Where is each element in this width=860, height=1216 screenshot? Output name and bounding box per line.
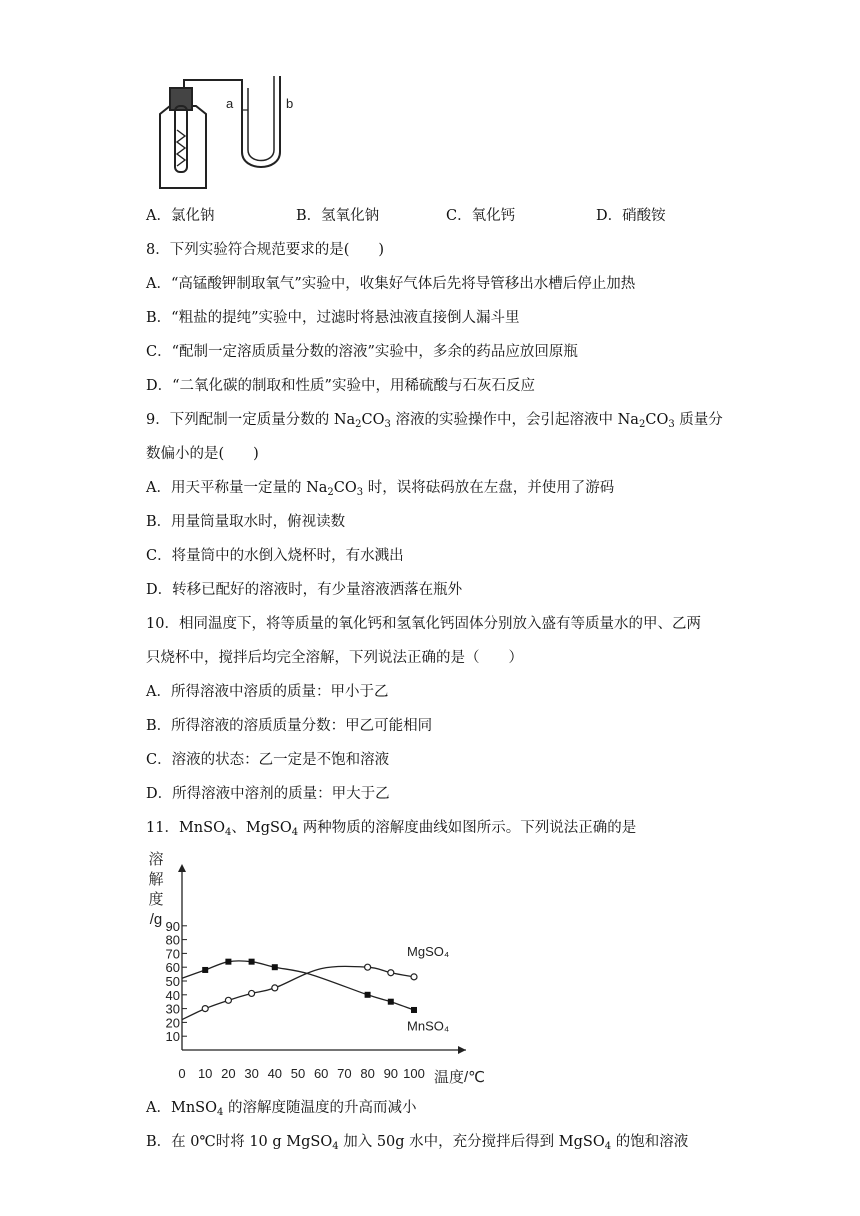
q11-option-b[interactable]: B．在 0℃时将 10 g MgSO$_4$ 加入 50g 水中，充分搅拌后得到 MgSO$_4$ 的饱和溶液 bbox=[146, 1134, 689, 1152]
mgso4-point bbox=[202, 1006, 208, 1012]
q10-stem-line2: 只烧杯中，搅拌后均完全溶解，下列说法正确的是（ ） bbox=[146, 650, 523, 666]
mgso4-point bbox=[249, 990, 255, 996]
x-tick-label: 0 bbox=[178, 1066, 186, 1081]
solubility-chart bbox=[140, 846, 490, 1090]
x-tick-label: 100 bbox=[403, 1066, 425, 1081]
mgso4-label: MgSO₄ bbox=[407, 944, 450, 960]
tube-contents bbox=[177, 130, 185, 166]
q10-option-d[interactable]: D．所得溶液中溶剂的质量：甲大于乙 bbox=[146, 786, 390, 802]
x-axis-arrow bbox=[458, 1046, 466, 1054]
mnso4-point bbox=[365, 992, 371, 998]
x-tick-label: 60 bbox=[313, 1066, 329, 1081]
mnso4-point bbox=[272, 964, 278, 970]
q7-option-b[interactable]: B．氢氧化钠 bbox=[296, 208, 380, 224]
x-tick-label: 30 bbox=[244, 1066, 259, 1081]
mgso4-point bbox=[411, 974, 417, 980]
mnso4-point bbox=[249, 959, 255, 965]
q8-option-c[interactable]: C．“配制一定溶质质量分数的溶液”实验中，多余的药品应放回原瓶 bbox=[146, 344, 578, 360]
q9-option-c[interactable]: C．将量筒中的水倒入烧杯时，有水溅出 bbox=[146, 548, 404, 564]
x-tick-label: 20 bbox=[221, 1066, 236, 1081]
y-tick-label: 80 bbox=[165, 932, 180, 948]
y-axis-arrow bbox=[178, 864, 186, 872]
y-axis-label-char: /g bbox=[149, 911, 163, 928]
u-tube-inner bbox=[248, 76, 274, 161]
y-tick-label: 10 bbox=[165, 1029, 180, 1045]
q11-stem: 11．MnSO$_4$、MgSO$_4$ 两种物质的溶解度曲线如图所示。下列说法正确的是 bbox=[146, 820, 637, 838]
q10-option-a[interactable]: A．所得溶液中溶质的质量：甲小于乙 bbox=[146, 684, 389, 700]
q8-stem: 8．下列实验符合规范要求的是( ) bbox=[146, 242, 385, 258]
mnso4-point bbox=[388, 999, 394, 1005]
q7-option-d[interactable]: D．硝酸铵 bbox=[596, 208, 666, 224]
q10-stem-line1: 10．相同温度下，将等质量的氧化钙和氢氧化钙固体分别放入盛有等质量水的甲、乙两 bbox=[146, 616, 701, 632]
q8-option-d[interactable]: D．“二氧化碳的制取和性质”实验中，用稀硫酸与石灰石反应 bbox=[146, 378, 535, 394]
q7-option-c[interactable]: C．氧化钙 bbox=[446, 208, 516, 224]
x-tick-label: 70 bbox=[337, 1066, 352, 1081]
mgso4-line bbox=[182, 966, 414, 1019]
x-tick-label: 10 bbox=[197, 1066, 213, 1081]
q7-option-a[interactable]: A．氯化钠 bbox=[146, 208, 215, 224]
y-axis-label-char: 解 bbox=[148, 871, 164, 888]
mgso4-point bbox=[272, 985, 278, 991]
y-tick-label: 70 bbox=[165, 946, 180, 962]
apparatus-figure bbox=[150, 72, 310, 196]
q8-option-a[interactable]: A．“高锰酸钾制取氧气”实验中，收集好气体后先将导管移出水槽后停止加热 bbox=[146, 276, 636, 292]
label-a: a bbox=[226, 96, 234, 111]
y-tick-label: 30 bbox=[165, 1001, 180, 1017]
q9-option-d[interactable]: D．转移已配好的溶液时，有少量溶液洒落在瓶外 bbox=[146, 582, 463, 598]
y-tick-label: 50 bbox=[165, 974, 180, 989]
x-tick-label: 80 bbox=[360, 1066, 375, 1081]
x-tick-label: 50 bbox=[290, 1066, 306, 1081]
y-tick-label: 90 bbox=[165, 918, 180, 934]
y-tick-label: 20 bbox=[165, 1015, 180, 1031]
mgso4-point bbox=[225, 997, 231, 1003]
mgso4-point bbox=[365, 964, 371, 970]
y-tick-label: 40 bbox=[165, 987, 180, 1003]
q9-option-b[interactable]: B．用量筒量取水时，俯视读数 bbox=[146, 514, 346, 530]
q9-option-a[interactable]: A．用天平称量一定量的 $Na_2CO_3$ 时，误将砝码放在左盘，并使用了游码 bbox=[146, 480, 615, 498]
q9-stem-line1: 9．下列配制一定质量分数的 $Na_2CO_3$ 溶液的实验操作中，会引起溶液中 $Na_2CO_3$ 质量分 bbox=[146, 412, 723, 430]
mnso4-point bbox=[225, 959, 231, 965]
delivery-tube bbox=[184, 76, 280, 167]
mgso4-point bbox=[388, 970, 394, 976]
mnso4-point bbox=[411, 1007, 417, 1013]
label-b: b bbox=[286, 96, 294, 111]
q10-option-c[interactable]: C．溶液的状态：乙一定是不饱和溶液 bbox=[146, 752, 390, 768]
x-tick-label: 40 bbox=[267, 1066, 283, 1081]
y-axis-label-char: 溶 bbox=[148, 851, 164, 868]
q8-option-b[interactable]: B．“粗盐的提纯”实验中，过滤时将悬浊液直接倒人漏斗里 bbox=[146, 310, 520, 326]
x-axis-label: 温度/℃ bbox=[434, 1069, 486, 1086]
q9-stem-line2: 数偏小的是( ) bbox=[146, 446, 259, 462]
x-tick-label: 90 bbox=[383, 1066, 399, 1081]
q10-option-b[interactable]: B．所得溶液的溶质质量分数：甲乙可能相同 bbox=[146, 718, 433, 734]
mnso4-line bbox=[182, 961, 414, 1010]
mnso4-point bbox=[202, 967, 208, 973]
q11-option-a[interactable]: A．MnSO$_4$ 的溶解度随温度的升高而减小 bbox=[146, 1100, 417, 1118]
y-axis-label-char: 度 bbox=[148, 891, 164, 908]
mnso4-label: MnSO₄ bbox=[407, 1018, 450, 1034]
y-tick-label: 60 bbox=[165, 960, 180, 976]
